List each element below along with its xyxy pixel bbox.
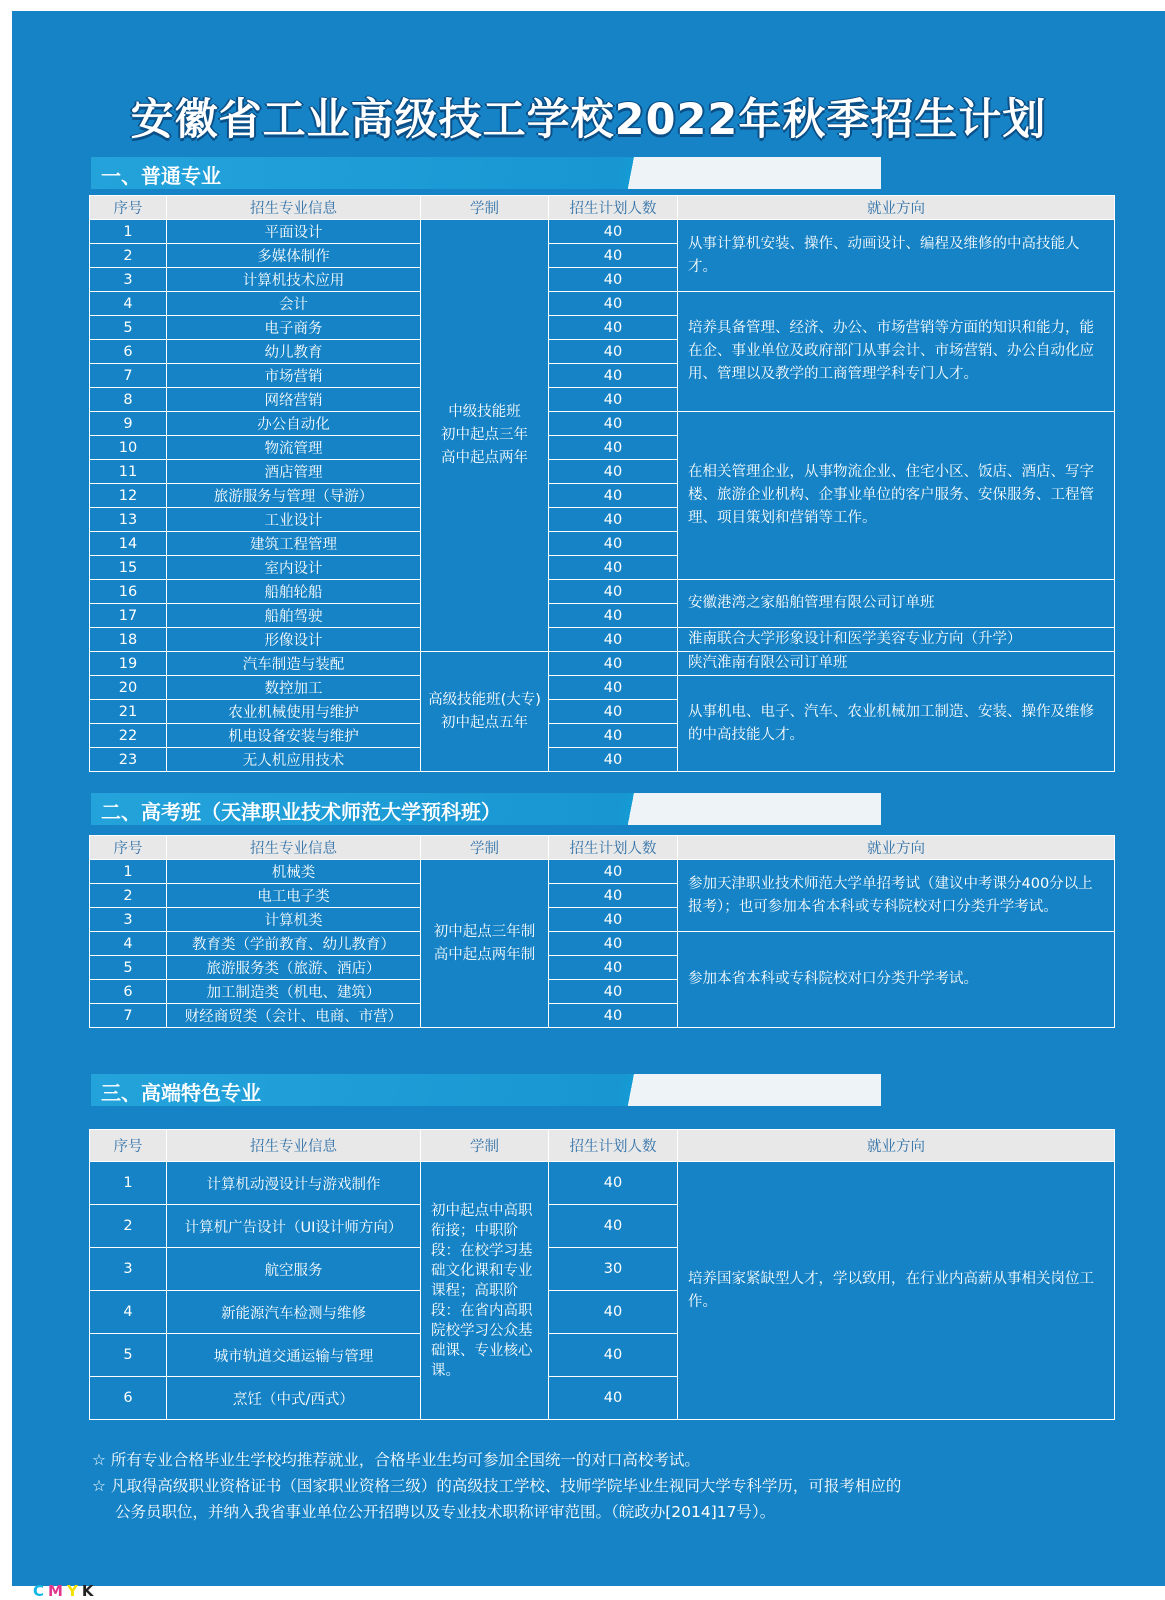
row-count: 40 [549, 508, 678, 532]
section2-header [91, 793, 881, 825]
jobs-cell: 培养国家紧缺型人才，学以致用，在行业内高薪从事相关岗位工作。 [678, 1162, 1115, 1420]
row-number: 11 [90, 460, 167, 484]
row-number: 15 [90, 556, 167, 580]
section1-header [91, 157, 881, 189]
row-count: 40 [549, 484, 678, 508]
row-count: 40 [549, 1205, 678, 1248]
row-count: 40 [549, 908, 678, 932]
row-number: 21 [90, 700, 167, 724]
jobs-cell: 培养具备管理、经济、办公、市场营销等方面的知识和能力，能在企、事业单位及政府部门从事会计、市场营销、办公自动化应用、管理以及教学的工商管理学科专门人才。 [678, 292, 1115, 412]
row-number: 5 [90, 316, 167, 340]
row-count: 40 [549, 628, 678, 652]
row-number: 18 [90, 628, 167, 652]
row-count: 40 [549, 460, 678, 484]
row-major: 烹饪（中式/西式） [167, 1377, 421, 1420]
row-count: 40 [549, 932, 678, 956]
row-major: 船舶轮船 [167, 580, 421, 604]
section1-title: 一、普通专业 [101, 164, 221, 188]
row-major: 新能源汽车检测与维修 [167, 1291, 421, 1334]
row-major: 市场营销 [167, 364, 421, 388]
row-number: 22 [90, 724, 167, 748]
header-jobs: 就业方向 [678, 196, 1115, 220]
row-count: 40 [549, 956, 678, 980]
row-count: 40 [549, 1377, 678, 1420]
row-number: 4 [90, 292, 167, 316]
table-row [90, 292, 1115, 316]
row-major: 平面设计 [167, 220, 421, 244]
row-major: 物流管理 [167, 436, 421, 460]
row-number: 1 [90, 1162, 167, 1205]
row-major: 计算机广告设计（UI设计师方向） [167, 1205, 421, 1248]
row-major: 形像设计 [167, 628, 421, 652]
system-cell [421, 220, 549, 652]
row-major: 计算机类 [167, 908, 421, 932]
row-major: 数控加工 [167, 676, 421, 700]
row-major: 机电设备安装与维护 [167, 724, 421, 748]
header-major: 招生专业信息 [167, 1130, 421, 1162]
row-number: 4 [90, 932, 167, 956]
table-row [90, 676, 1115, 700]
row-major: 会计 [167, 292, 421, 316]
header-jobs: 就业方向 [678, 1130, 1115, 1162]
cmyk-c: C [33, 1582, 49, 1600]
row-major: 船舶驾驶 [167, 604, 421, 628]
table-row [90, 580, 1115, 604]
system-line: 高中起点两年制 [433, 946, 536, 963]
row-major: 机械类 [167, 860, 421, 884]
row-major: 汽车制造与装配 [167, 652, 421, 676]
system-cell [421, 860, 549, 1028]
row-number: 2 [90, 244, 167, 268]
row-count: 40 [549, 1334, 678, 1377]
row-count: 40 [549, 676, 678, 700]
table-row [90, 412, 1115, 436]
row-number: 1 [90, 860, 167, 884]
row-count: 40 [549, 436, 678, 460]
row-major: 无人机应用技术 [167, 748, 421, 772]
jobs-cell: 从事机电、电子、汽车、农业机械加工制造、安装、操作及维修的中高技能人才。 [678, 676, 1115, 772]
header-system: 学制 [421, 1130, 549, 1162]
row-count: 40 [549, 556, 678, 580]
row-major: 计算机技术应用 [167, 268, 421, 292]
row-number: 4 [90, 1291, 167, 1334]
system-line: 初中起点三年 [441, 427, 528, 443]
jobs-cell: 淮南联合大学形象设计和医学美容专业方向（升学） [678, 628, 1115, 652]
row-major: 建筑工程管理 [167, 532, 421, 556]
header-system: 学制 [421, 196, 549, 220]
row-count: 40 [549, 532, 678, 556]
system-line: 初中起点五年 [441, 714, 528, 731]
row-major: 酒店管理 [167, 460, 421, 484]
system-cell: 初中起点中高职衔接；中职阶段：在校学习基础文化课和专业课程；高职阶段：在省内高职院校学习公众基础课、专业核心课。 [421, 1162, 549, 1420]
jobs-cell: 陕汽淮南有限公司订单班 [678, 652, 1115, 676]
row-number: 10 [90, 436, 167, 460]
row-count: 40 [549, 652, 678, 676]
system-cell [421, 652, 549, 772]
row-count: 40 [549, 244, 678, 268]
table-row [90, 220, 1115, 244]
header-major: 招生专业信息 [167, 196, 421, 220]
header-no: 序号 [90, 196, 167, 220]
jobs-cell: 安徽港湾之家船舶管理有限公司订单班 [678, 580, 1115, 628]
section1-table [89, 195, 1115, 772]
row-number: 3 [90, 1248, 167, 1291]
row-major: 电子商务 [167, 316, 421, 340]
cmyk-k: K [81, 1582, 98, 1600]
row-number: 5 [90, 956, 167, 980]
header-count: 招生计划人数 [549, 1130, 678, 1162]
row-major: 计算机动漫设计与游戏制作 [167, 1162, 421, 1205]
footnote-2: ☆ 凡取得高级职业资格证书（国家职业资格三级）的高级技工学校、技师学院毕业生视同大学专科学历，可报考相应的 [92, 1477, 902, 1495]
row-count: 40 [549, 220, 678, 244]
poster-panel [12, 11, 1165, 1586]
system-line: 高级技能班(大专) [428, 691, 541, 708]
jobs-cell: 在相关管理企业，从事物流企业、住宅小区、饭店、酒店、写字楼、旅游企业机构、企事业单位的客户服务、安保服务、工程管理、项目策划和营销等工作。 [678, 412, 1115, 580]
row-count: 40 [549, 860, 678, 884]
row-major: 航空服务 [167, 1248, 421, 1291]
row-count: 40 [549, 748, 678, 772]
section3-header [91, 1074, 881, 1106]
row-count: 40 [549, 884, 678, 908]
row-major: 旅游服务类（旅游、酒店） [167, 956, 421, 980]
row-number: 8 [90, 388, 167, 412]
row-count: 40 [549, 412, 678, 436]
header-count: 招生计划人数 [549, 196, 678, 220]
row-number: 17 [90, 604, 167, 628]
cmyk-m: M [48, 1582, 67, 1600]
row-count: 40 [549, 604, 678, 628]
header-no: 序号 [90, 1130, 167, 1162]
row-number: 2 [90, 884, 167, 908]
table-row [90, 860, 1115, 884]
table-row [90, 652, 1115, 676]
row-number: 1 [90, 220, 167, 244]
header-count: 招生计划人数 [549, 836, 678, 860]
header-system: 学制 [421, 836, 549, 860]
row-count: 40 [549, 340, 678, 364]
row-count: 40 [549, 388, 678, 412]
row-major: 旅游服务与管理（导游） [167, 484, 421, 508]
row-count: 40 [549, 980, 678, 1004]
row-number: 5 [90, 1334, 167, 1377]
row-major: 教育类（学前教育、幼儿教育） [167, 932, 421, 956]
row-number: 6 [90, 340, 167, 364]
footnote-1: ☆ 所有专业合格毕业生学校均推荐就业，合格毕业生均可参加全国统一的对口高校考试。 [92, 1451, 700, 1469]
row-number: 16 [90, 580, 167, 604]
footnote-3: 公务员职位，并纳入我省事业单位公开招聘以及专业技术职称评审范围。（皖政办[2014]17号）。 [115, 1503, 776, 1521]
row-count: 40 [549, 268, 678, 292]
section3-table [89, 1129, 1115, 1420]
row-number: 12 [90, 484, 167, 508]
row-number: 6 [90, 1377, 167, 1420]
row-major: 财经商贸类（会计、电商、市营） [167, 1004, 421, 1028]
row-count: 40 [549, 292, 678, 316]
row-count: 40 [549, 364, 678, 388]
row-number: 19 [90, 652, 167, 676]
header-no: 序号 [90, 836, 167, 860]
row-count: 40 [549, 316, 678, 340]
row-number: 3 [90, 908, 167, 932]
system-line: 中级技能班 [448, 404, 521, 420]
row-major: 多媒体制作 [167, 244, 421, 268]
table-row [90, 932, 1115, 956]
row-number: 7 [90, 364, 167, 388]
row-number: 6 [90, 980, 167, 1004]
row-number: 3 [90, 268, 167, 292]
row-number: 13 [90, 508, 167, 532]
row-count: 40 [549, 700, 678, 724]
cmyk-marks [33, 1583, 97, 1600]
row-major: 农业机械使用与维护 [167, 700, 421, 724]
footnotes [92, 1447, 1122, 1525]
row-count: 30 [549, 1248, 678, 1291]
row-major: 城市轨道交通运输与管理 [167, 1334, 421, 1377]
row-count: 40 [549, 580, 678, 604]
jobs-cell: 参加本省本科或专科院校对口分类升学考试。 [678, 932, 1115, 1028]
jobs-cell: 从事计算机安装、操作、动画设计、编程及维修的中高技能人才。 [678, 220, 1115, 292]
section3-title: 三、高端特色专业 [101, 1081, 261, 1105]
table-row [90, 628, 1115, 652]
row-count: 40 [549, 1291, 678, 1334]
row-count: 40 [549, 1004, 678, 1028]
table-header-row [90, 1130, 1115, 1162]
row-number: 7 [90, 1004, 167, 1028]
row-count: 40 [549, 1162, 678, 1205]
section2-table [89, 835, 1115, 1028]
section2-title: 二、高考班（天津职业技术师范大学预科班） [101, 800, 501, 824]
row-number: 20 [90, 676, 167, 700]
cmyk-y: Y [66, 1582, 82, 1600]
system-line: 高中起点两年 [441, 450, 528, 466]
row-number: 9 [90, 412, 167, 436]
page-title: 安徽省工业高级技工学校2022年秋季招生计划 [130, 95, 1047, 145]
row-number: 2 [90, 1205, 167, 1248]
jobs-cell: 参加天津职业技术师范大学单招考试（建议中考课分400分以上报考）；也可参加本省本科或专科院校对口分类升学考试。 [678, 860, 1115, 932]
row-number: 23 [90, 748, 167, 772]
row-major: 加工制造类（机电、建筑） [167, 980, 421, 1004]
table-header-row [90, 196, 1115, 220]
row-number: 14 [90, 532, 167, 556]
row-major: 工业设计 [167, 508, 421, 532]
header-major: 招生专业信息 [167, 836, 421, 860]
row-count: 40 [549, 724, 678, 748]
table-header-row [90, 836, 1115, 860]
row-major: 办公自动化 [167, 412, 421, 436]
row-major: 幼儿教育 [167, 340, 421, 364]
system-line: 初中起点三年制 [433, 923, 536, 940]
header-jobs: 就业方向 [678, 836, 1115, 860]
row-major: 室内设计 [167, 556, 421, 580]
row-major: 网络营销 [167, 388, 421, 412]
table-row [90, 1162, 1115, 1205]
row-major: 电工电子类 [167, 884, 421, 908]
